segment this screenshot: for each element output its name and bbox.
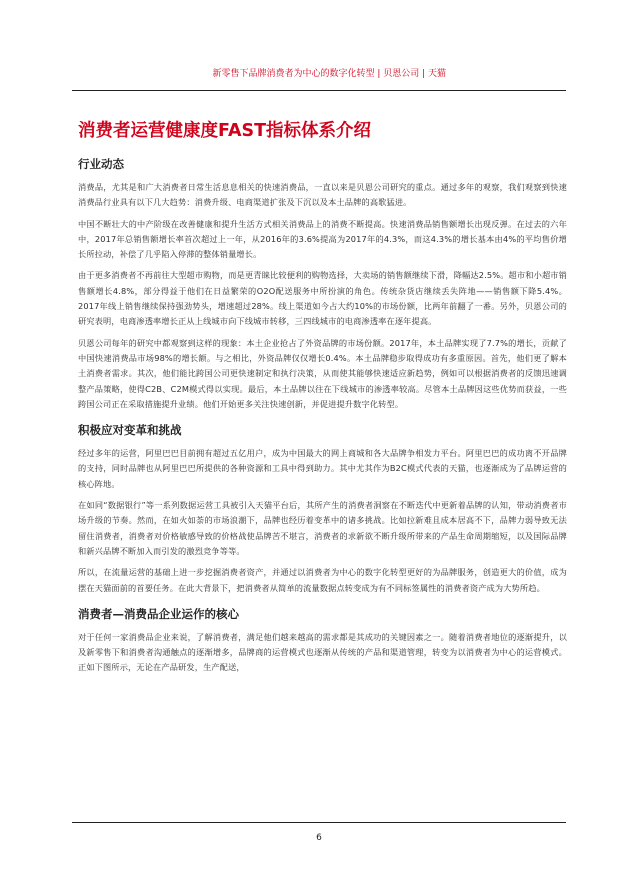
main-content	[78, 156, 567, 682]
footer-divider	[72, 822, 566, 823]
page-header	[0, 0, 638, 82]
header-running-title: 新零售下品牌消费者为中心的数字化转型 | 贝恩公司 | 天猫	[212, 69, 446, 79]
section-heading: 行业动态	[78, 157, 124, 171]
section-heading: 消费者—消费品企业运作的核心	[78, 606, 239, 621]
paragraph: 经过多年的运营，阿里巴巴目前拥有超过五亿用户，成为中国最大的网上商城和各大品牌争相发力平台。阿里巴巴的成功离不开品牌的支持，同时品牌也从阿里巴巴所提供的各种资源和工具中得到助力。其中尤其作为B2C模式代表的天猫，也逐渐成为了品牌运营的核心阵地。	[78, 448, 567, 489]
paragraph: 由于更多消费者不再前往大型超市购物，而是更青睐比较便利的购物选择，大卖场的销售额继续下滑，降幅达2.5%。超市和小超市销售额增长4.8%，部分得益于他们在日益繁荣的O2O配送服务中所扮演的角色。传统杂货店继续丢失阵地——销售额下降5.4%。2017年线上销售继续保持强劲势头，增速超过28%。线上渠道如今占大约10%的市场份额，比两年前翻了一番。另外，贝恩公司的研究表明，电商渗透率增长正从上线城市向下线城市转移，三四线城市的电商渗透率在逐年提高。	[78, 270, 567, 327]
section-consumer-core	[78, 606, 567, 676]
page-title: 消费者运营健康度FAST指标体系介绍	[78, 121, 372, 141]
section-change-and-challenges	[78, 422, 567, 596]
paragraph: 在如同“数据银行”等一系列数据运营工具被引入天猫平台后，其所产生的消费者洞察在不断迭代中更新着品牌的认知，带动消费者市场升级的节奏。然而，在如火如荼的市场浪潮下，品牌也经历着变革中的诸多挑战。比如拉新难且成本居高不下，品牌力弱导致无法留住消费者，消费者对价格敏感导致的价格战使品牌苦不堪言，消费者的求新欲不断升级所带来的产品生命周期缩短，以及国际品牌和新兴品牌不断加入而引发的激烈竞争等等。	[78, 500, 567, 556]
section-industry-trends	[78, 156, 567, 412]
paragraph: 中国不断壮大的中产阶级在改善健康和提升生活方式相关消费品上的消费不断提高。快速消费品销售额增长出现反弹。在过去的六年中，2017年总销售额增长率首次超过上一年，从2016年的3.6%提高为2017年的4.3%，而这4.3%的增长基本由4%的平均售价增长所拉动，补偿了几乎陷入停滞的整体销量增长。	[78, 218, 567, 260]
section-heading: 积极应对变革和挑战	[78, 423, 182, 438]
paragraph: 对于任何一家消费品企业来说，了解消费者，满足他们越来越高的需求都是其成功的关键因素之一。随着消费者地位的逐渐提升，以及新零售下和消费者沟通触点的逐渐增多，品牌商的运营模式也逐渐从传统的产品和渠道管理，转变为以消费者为中心的运营模式。正如下图所示，无论在产品研发，生产配送，	[78, 631, 567, 673]
paragraph: 消费品，尤其是和广大消费者日常生活息息相关的快速消费品，一直以来是贝恩公司研究的重点。通过多年的观察，我们观察到快速消费品行业具有以下几大趋势：消费升级、电商渠道扩张及下沉以及本土品牌的高歌猛进。	[78, 182, 567, 208]
paragraph: 所以，在流量运营的基础上进一步挖掘消费者资产，并通过以消费者为中心的数字化转型更好的为品牌服务，创造更大的价值，成为摆在天猫面前的首要任务。在此大背景下，把消费者从简单的流量数据点转变成为有不同标签属性的消费者资产成为大势所趋。	[78, 567, 567, 593]
page-number: 6	[316, 833, 322, 843]
header-divider	[72, 90, 566, 91]
paragraph: 贝恩公司每年的研究中都观察到这样的现象：本土企业抢占了外资品牌的市场份额。2017年，本土品牌实现了7.7%的增长，贡献了中国快速消费品市场98%的增长额。与之相比，外资品牌仅仅增长0.4%。本土品牌稳步取得成功有多重原因。首先，他们更了解本土消费者需求。其次，他们能比跨国公司更快速制定和执行决策，从而使其能够快速适应新趋势，例如可以根据消费者的反馈迅速调整产品策略，使得C2B、C2M模式得以实现。最后，本土品牌以往在下线城市的渗透率较高。尽管本土品牌因这些优势而获益，一些跨国公司正在采取措施提升业绩。他们开始更多关注快速创新，并促进提升数字化转型。	[78, 337, 567, 409]
